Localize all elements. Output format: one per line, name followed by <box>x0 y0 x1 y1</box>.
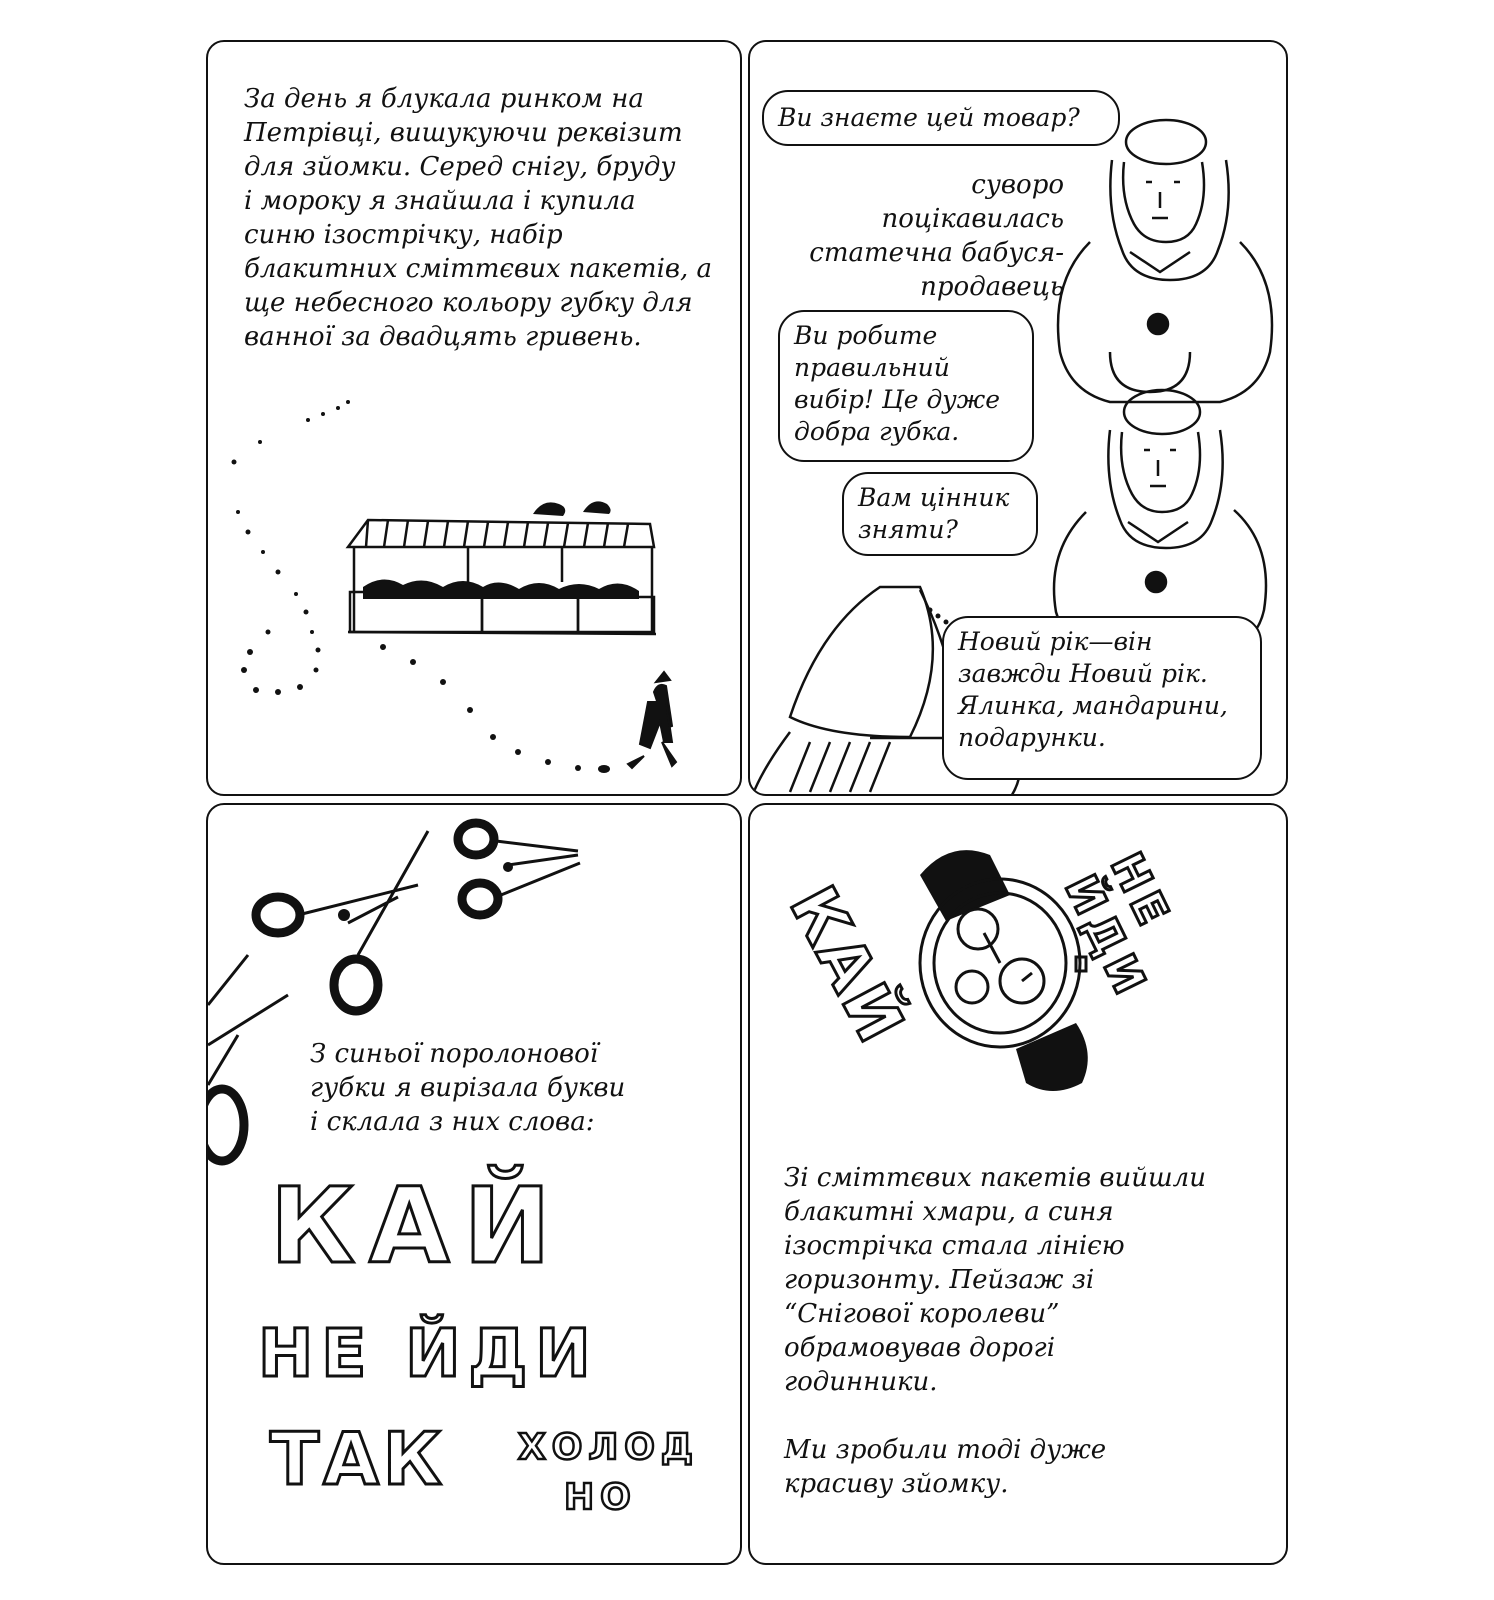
panel-sponge-letters <box>206 803 742 1565</box>
panel3-narration: З синьої поролонової губки я вирізала букви і склала з них слова: <box>310 1039 626 1137</box>
sponge-word-kai: КАЙ <box>270 1165 565 1287</box>
sponge-word-kholod: ХОЛОД <box>518 1427 699 1468</box>
speech-bubble-question: Ви знаєте цей товар? <box>762 90 1120 146</box>
sponge-word-kai-rotated: КАЙ <box>774 875 919 1058</box>
market-stall-illustration <box>208 42 742 796</box>
sponge-word-ne-ydy: НЕ ЙДИ <box>258 1315 599 1392</box>
panel4-narration: Зі сміттєвих пакетів вийшли блакитні хмари, а синя ізострічка стала лінією горизонту. Пейзаж зі “Снігової королеви” обрамовував дорогі годинники. Ми зробили тоді дуже красиву зйомку. <box>784 1163 1206 1499</box>
speech-bubble-good-choice: Ви робите правильний вибір! Це дуже добра губка. <box>778 310 1034 462</box>
panel2-narration: суворо поцікавилась статечна бабуся- продавець <box>809 170 1064 302</box>
panel1-narration: За день я блукала ринком на Петрівці, вишукуючи реквізит для зйомки. Серед снігу, бруду і мороку я знайшла і купила синю ізострічку, набір блакитних сміттєвих пакетів, а ще небесного кольору губку для ванної за двадцять гривень. <box>244 84 713 352</box>
speech-bubble-price-tag: Вам цінник зняти? <box>842 472 1038 556</box>
panel-market-walk <box>206 40 742 796</box>
panel-seller-dialog <box>748 40 1288 796</box>
sponge-word-tak: ТАК <box>270 1417 446 1501</box>
sponge-word-ne-ydy-rotated: НЕ ЙДИ <box>1054 845 1181 1008</box>
panel-watch-shoot <box>748 803 1288 1565</box>
speech-bubble-new-year: Новий рік—він завжди Новий рік. Ялинка, мандарини, подарунки. <box>942 616 1262 780</box>
sponge-word-no: НО <box>564 1477 637 1518</box>
